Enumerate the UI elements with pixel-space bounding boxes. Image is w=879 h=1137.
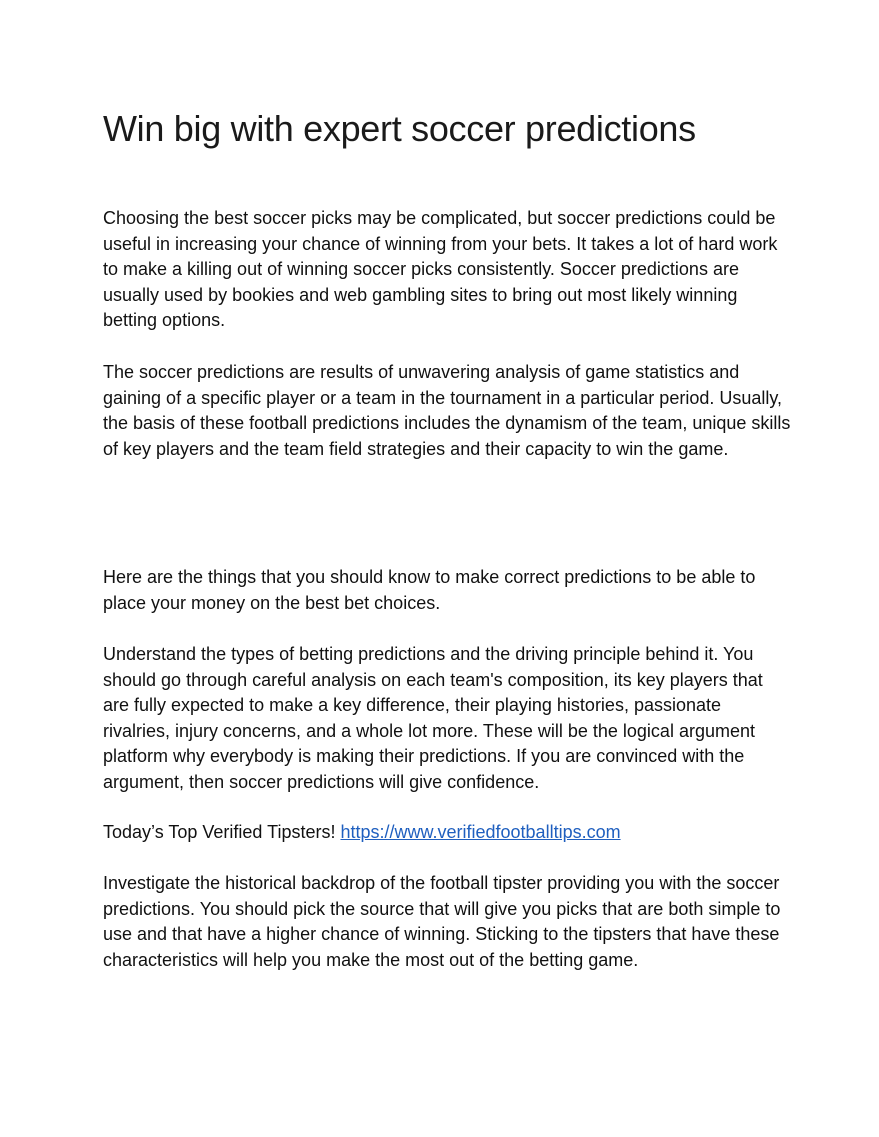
tipsters-label: Today’s Top Verified Tipsters! <box>103 822 341 842</box>
paragraph-analysis: The soccer predictions are results of unwavering analysis of game statistics and gaining of a specific player or a team in the tournament in a particular period. Usually, the basis of these football predictions includes the dynamism of the team, unique skills of key players and the team field strategies and their capacity to win the game. <box>103 362 791 459</box>
paragraph-intro: Choosing the best soccer picks may be complicated, but soccer predictions could be useful in increasing your chance of winning from your bets. It takes a lot of hard work to make a killing out of winning soccer picks consistently. Soccer predictions are usually used by bookies and web gambling sites to bring out most likely winning betting options. <box>103 208 778 331</box>
paragraph-things-to-know: Here are the things that you should know to make correct predictions to be able to place your money on the best bet choices. <box>103 567 756 613</box>
paragraph-tipsters <box>103 820 793 846</box>
paragraph-closing: Investigate the historical backdrop of the football tipster providing you with the soccer predictions. You should pick the source that will give you picks that are both simple to use and that have a higher chance of winning. Sticking to the tipsters that have these characteristics will help you make the most out of the betting game. <box>103 873 781 970</box>
tipsters-link[interactable]: https://www.verifiedfootballtips.com <box>340 822 621 842</box>
paragraph-betting-types: Understand the types of betting predictions and the driving principle behind it. You should go through careful analysis on each team's composition, its key players that are fully expected to make a key difference, their playing histories, passionate rivalries, injury concerns, and a whole lot more. These will be the logical argument platform why everybody is making their predictions. If you are convinced with the argument, then soccer predictions will give confidence. <box>103 644 763 792</box>
page-title: Win big with expert soccer predictions <box>103 108 696 149</box>
